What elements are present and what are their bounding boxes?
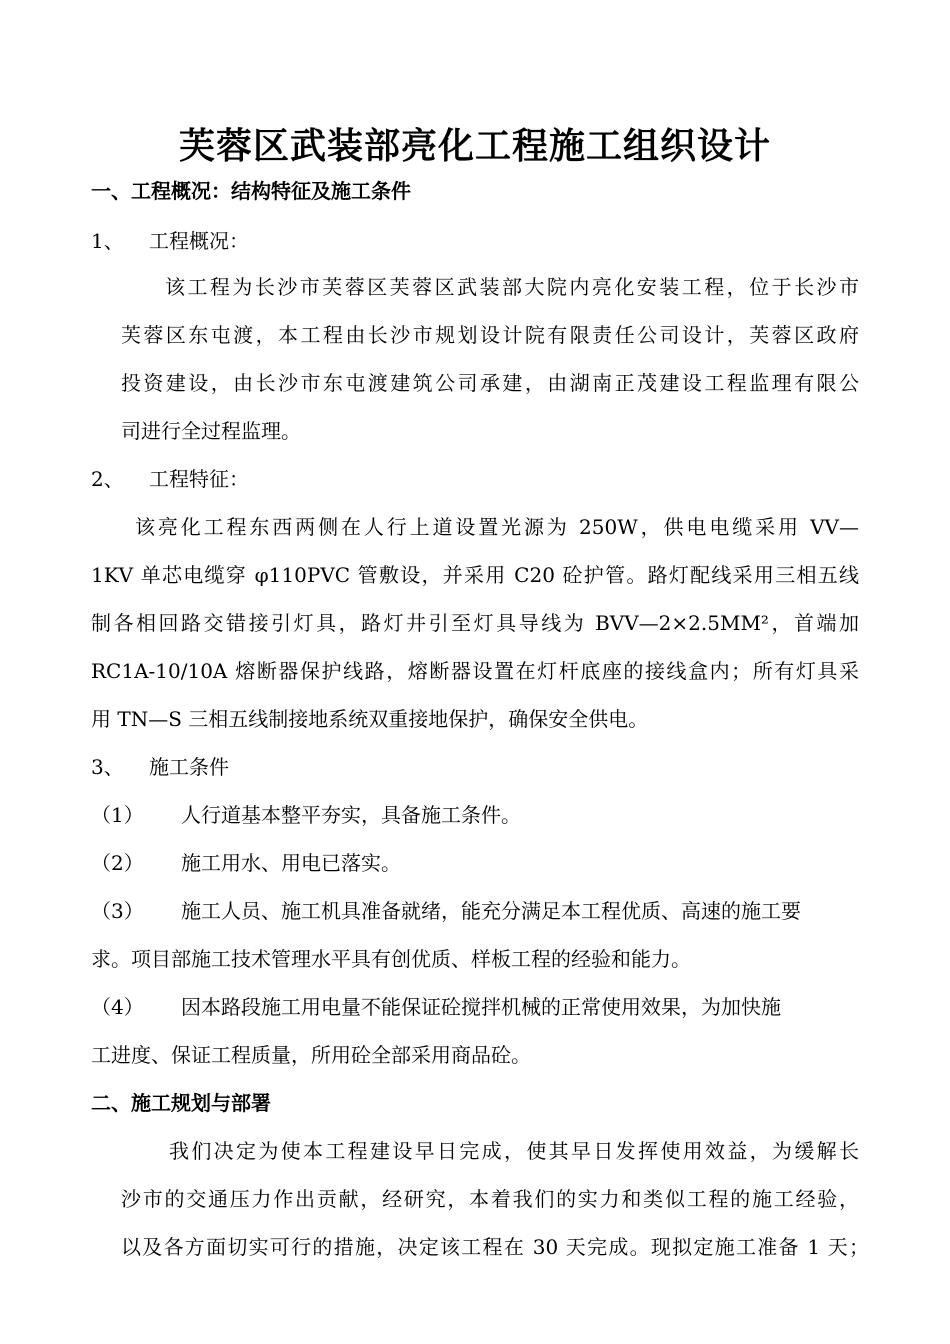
subitem-text: 施工人员、施工机具准备就绪，能充分满足本工程优质、高速的施工要 [181,899,801,923]
item1-paragraph-line: 司进行全过程监理。 [121,419,301,443]
item2-paragraph-line: RC1A-10/10A 熔断器保护线路，熔断器设置在灯杆底座的接线盒内；所有灯具采 [91,659,859,683]
item1-paragraph-line: 投资建设，由长沙市东屯渡建筑公司承建，由湖南正茂建设工程监理有限公 [121,371,859,395]
item2-label: 工程特征： [149,467,249,491]
item3-number: 3、 [91,755,124,779]
subitem-text: 施工用水、用电已落实。 [181,851,401,875]
subitem-4-continuation: 工进度、保证工程质量，所用砼全部采用商品砼。 [91,1043,531,1067]
item1-label: 工程概况： [149,229,249,253]
subitem-3-continuation: 求。项目部施工技术管理水平具有创优质、样板工程的经验和能力。 [91,947,691,971]
subitem-1 [91,802,521,828]
item1-number: 1、 [91,229,124,253]
item1-heading [91,228,249,254]
subitem-number: （2） [91,851,144,875]
item2-paragraph-line: 制各相回路交错接引灯具，路灯井引至灯具导线为 BVV—2×2.5MM²，首端加 [91,611,859,635]
section2-paragraph-line: 沙市的交通压力作出贡献，经研究，本着我们的实力和类似工程的施工经验， [121,1187,859,1211]
item1-paragraph-line: 该工程为长沙市芙蓉区芙蓉区武装部大院内亮化安装工程，位于长沙市 [165,275,859,299]
subitem-text: 人行道基本整平夯实，具备施工条件。 [181,803,521,827]
subitem-number: （3） [91,899,144,923]
item2-paragraph-line: 1KV 单芯电缆穿 φ110PVC 管敷设，并采用 C20 砼护管。路灯配线采用三相五线 [91,563,859,587]
item3-heading [91,754,229,780]
subitem-3 [91,898,859,924]
subitem-number: （4） [91,995,144,1019]
item2-heading [91,466,249,492]
section2-paragraph-line: 我们决定为使本工程建设早日完成，使其早日发挥使用效益，为缓解长 [169,1139,859,1163]
section1-heading: 一、工程概况：结构特征及施工条件 [91,179,411,203]
item1-paragraph-line: 芙蓉区东屯渡，本工程由长沙市规划设计院有限责任公司设计，芙蓉区政府 [121,323,859,347]
item2-paragraph-line: 用 TN—S 三相五线制接地系统双重接地保护，确保安全供电。 [91,707,649,731]
document-title: 芙蓉区武装部亮化工程施工组织设计 [178,125,771,167]
section2-paragraph-line: 以及各方面切实可行的措施，决定该工程在 30 天完成。现拟定施工准备 1 天； [121,1235,869,1259]
item2-paragraph-line: 该亮化工程东西两侧在人行上道设置光源为 250W，供电电缆采用 VV— [135,515,859,539]
subitem-4 [91,994,859,1020]
item2-number: 2、 [91,467,124,491]
section2-heading: 二、施工规划与部署 [91,1091,271,1115]
subitem-2 [91,850,401,876]
subitem-number: （1） [91,803,144,827]
subitem-text: 因本路段施工用电量不能保证砼搅拌机械的正常使用效果，为加快施 [181,995,781,1019]
item3-label: 施工条件 [149,755,229,779]
